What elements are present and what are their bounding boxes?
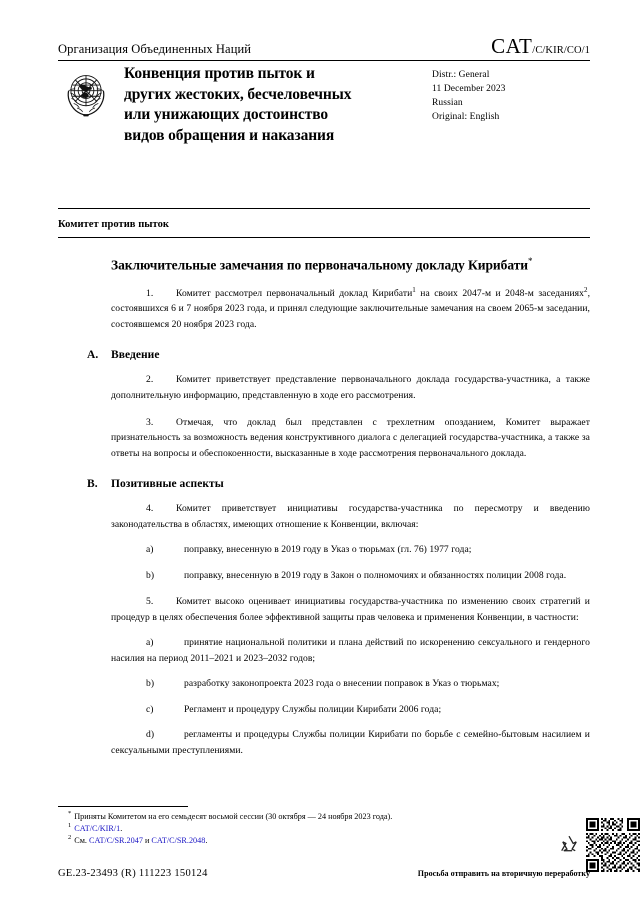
footnote-2 xyxy=(68,835,590,847)
paragraph-text-post: , состоявшихся 6 и 7 ноября 2023 года, и принял следующие заключительные замечания на своем 2065-м заседании, состоявшемся 20 ноября 2023 года. xyxy=(111,287,591,330)
title-block xyxy=(58,62,590,146)
list-item-text: поправку, внесенную в 2019 году в Указ о тюрьмах (гл. 76) 1977 года; xyxy=(184,544,472,556)
paragraph-2 xyxy=(111,372,590,403)
paragraph-text: Отмечая, что доклад был представлен с трехлетним опозданием, Комитет выражает признательность за возможность ведения конструктивного диалога с делегацией государства-участника, а также за ответы на вопросы и обеспокоенности, высказанные в ходе рассмотрения первоначального доклада. xyxy=(111,416,590,459)
footnote-marker: * xyxy=(68,810,72,818)
distribution-original: Original: English xyxy=(432,112,500,123)
list-item-label: a) xyxy=(146,544,154,556)
footnote-link[interactable]: CAT/C/KIR/1 xyxy=(74,823,121,833)
list-item-text: разработку законопроекта 2023 года о внесении поправок в Указ о тюрьмах; xyxy=(184,678,500,690)
section-title: Позитивные аспекты xyxy=(111,478,224,491)
masthead xyxy=(58,36,590,61)
footnote-1 xyxy=(68,823,590,835)
convention-title-line: Конвенция против пыток и xyxy=(124,65,315,82)
list-item-label: b) xyxy=(146,569,155,581)
footnote-ref-2: 2 xyxy=(584,285,588,294)
convention-title-line: видов обращения и наказания xyxy=(124,126,335,144)
footnote-marker: 1 xyxy=(68,822,72,830)
footnote-marker: 2 xyxy=(68,834,72,842)
paragraph-4 xyxy=(111,501,590,532)
document-symbol xyxy=(491,36,590,57)
footnote-link[interactable]: CAT/C/SR.2048 xyxy=(151,835,206,845)
page-title-text: Заключительные замечания по первоначальному докладу Кирибати xyxy=(111,257,529,273)
committee-rule xyxy=(58,237,590,238)
footnote-ref-1: 1 xyxy=(412,285,416,294)
distribution-date: 11 December 2023 xyxy=(432,84,506,95)
paragraph-text-mid: на своих 2047-м и 2048-м заседаниях xyxy=(415,287,584,299)
footnote-link[interactable]: CAT/C/SR.2047 xyxy=(89,835,143,845)
list-item xyxy=(111,727,590,758)
symbol-main: CAT xyxy=(491,34,533,58)
paragraph-number: 5. xyxy=(146,596,154,608)
list-item xyxy=(111,568,590,584)
footnote-prefix: См. xyxy=(74,835,89,845)
footnote-tail: . xyxy=(205,835,208,845)
paragraph-text: Комитет приветствует инициативы государства-участника по пересмотру и введению законодательства в областях, имеющих отношение к Конвенции, включая: xyxy=(111,503,590,530)
qr-block xyxy=(556,818,640,872)
convention-title xyxy=(120,62,422,146)
page-footer xyxy=(58,868,590,879)
paragraph-number: 3. xyxy=(146,416,154,428)
paragraph-3 xyxy=(111,415,590,462)
distribution-language: Russian xyxy=(432,98,463,109)
recycle-note: Просьба отправить на вторичную переработку xyxy=(417,869,590,878)
page-title xyxy=(111,255,590,275)
qr-code xyxy=(586,818,640,872)
list-item-text: регламенты и процедуры Службы полиции Кирибати по борьбе с семейно-бытовым насилием и сексуальными преступлениями. xyxy=(111,729,590,756)
section-title: Введение xyxy=(111,349,160,362)
organization-name: Организация Объединенных Наций xyxy=(58,42,252,57)
section-heading-a xyxy=(87,349,590,361)
convention-title-line: или унижающих достоинство xyxy=(124,106,329,124)
list-item-text: поправку, внесенную в 2019 году в Закон о полномочиях и обязанностях полиции 2008 года. xyxy=(184,569,567,581)
list-item-text: Регламент и процедуру Службы полиции Кирибати 2006 года; xyxy=(184,703,442,715)
footnote-text: Приняты Комитетом на его семьдесят восьмой сессии (30 октября — 24 ноября 2023 года). xyxy=(74,812,393,821)
paragraph-text: Комитет приветствует представление первоначального доклада государства-участника, а также дополнительную информацию, представленную в ходе его рассмотрения. xyxy=(111,374,590,401)
footnote-asterisk xyxy=(68,811,590,823)
paragraph-number: 4. xyxy=(146,503,154,515)
paragraph-number: 2. xyxy=(146,374,154,386)
section-letter: A. xyxy=(87,349,99,362)
title-block-rule xyxy=(58,208,590,209)
section-heading-b xyxy=(87,478,590,490)
list-item-text: принятие национальной политики и плана действий по искоренению сексуального и гендерного насилия на период 2011–2021 и 2023–2032 годов; xyxy=(111,637,590,664)
list-item-label: a) xyxy=(146,637,154,649)
footnote-joiner: и xyxy=(142,835,152,845)
list-item xyxy=(111,702,590,718)
masthead-rule xyxy=(58,60,590,61)
paragraph-number: 1. xyxy=(146,287,154,299)
list-item xyxy=(111,635,590,666)
footnote-tail: . xyxy=(120,823,123,833)
list-item-label: b) xyxy=(146,678,155,690)
paragraph-1 xyxy=(111,286,590,333)
document-body xyxy=(58,250,590,758)
list-item xyxy=(111,542,590,558)
page-title-footnote-marker: * xyxy=(528,256,533,266)
recycle-icon xyxy=(556,832,582,858)
ge-code: GE.23-23493 (R) 111223 150124 xyxy=(58,868,208,879)
list-item xyxy=(111,676,590,692)
footnotes xyxy=(58,806,590,847)
convention-title-line: других жестоких, бесчеловечных xyxy=(124,85,352,103)
symbol-suffix: /C/KIR/CO/1 xyxy=(532,45,590,56)
un-emblem-icon xyxy=(58,66,114,122)
list-item-label: c) xyxy=(146,703,154,715)
paragraph-5 xyxy=(111,594,590,625)
distribution-type: Distr.: General xyxy=(432,70,490,80)
list-item-label: d) xyxy=(146,729,155,741)
footnote-separator xyxy=(58,806,188,807)
distribution-block xyxy=(422,62,590,124)
committee-name: Комитет против пыток xyxy=(58,219,170,230)
paragraph-text: Комитет высоко оценивает инициативы государства-участника по изменению своих стратегий и процедур в целях обеспечения более эффективной защиты прав человека и применения Конвенции, в частности: xyxy=(111,596,590,623)
paragraph-text-pre: Комитет рассмотрел первоначальный доклад Кирибати xyxy=(176,287,413,299)
section-letter: B. xyxy=(87,478,98,491)
